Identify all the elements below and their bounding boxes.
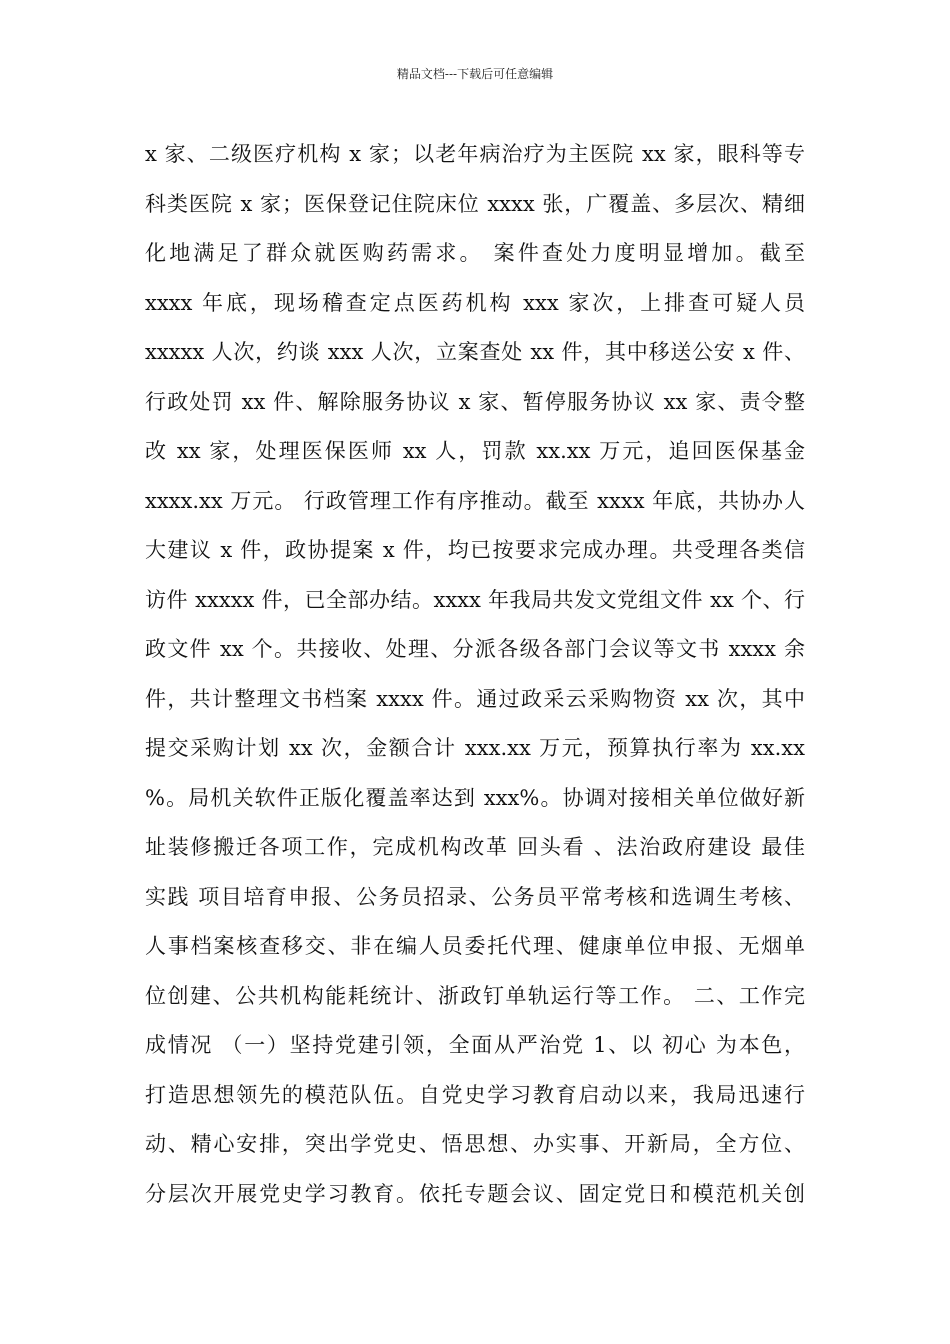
text-line: xxxx.xx 万元。 行政管理工作有序推动。截至 xxxx 年底，共协办人: [145, 488, 805, 513]
text-line: 成情况 （一）坚持党建引领，全面从严治党 1、以 初心 为本色，: [145, 1033, 805, 1057]
text-line: 行政处罚 xx 件、解除服务协议 x 家、暂停服务协议 xx 家、责令整: [145, 389, 805, 414]
text-line: xxxxx 人次，约谈 xxx 人次，立案查处 xx 件，其中移送公安 x 件、: [145, 340, 805, 364]
text-line: 分层次开展党史学习教育。依托专题会议、固定党日和模范机关创: [145, 1181, 805, 1206]
text-line: 改 xx 家，处理医保医师 xx 人，罚款 xx.xx 万元，追回医保基金: [145, 439, 805, 463]
text-line: 提交采购计划 xx 次，金额合计 xxx.xx 万元，预算执行率为 xx.xx: [145, 736, 805, 760]
text-line: 址装修搬迁各项工作，完成机构改革 回头看 、法治政府建设 最佳: [145, 835, 805, 859]
text-line: 打造思想领先的模范队伍。自党史学习教育启动以来，我局迅速行: [145, 1082, 805, 1107]
page-header: 精品文档---下载后可任意编辑: [396, 67, 554, 81]
document-body: [145, 130, 805, 1219]
text-line: 位创建、公共机构能耗统计、浙政钉单轨运行等工作。 二、工作完: [145, 983, 805, 1008]
text-line: 动、精心安排，突出学党史、悟思想、办实事、开新局，全方位、: [145, 1132, 805, 1156]
text-line: %。局机关软件正版化覆盖率达到 xxx%。协调对接相关单位做好新: [145, 785, 805, 810]
text-line: 人事档案核查移交、非在编人员委托代理、健康单位申报、无烟单: [145, 934, 805, 958]
text-line: 化地满足了群众就医购药需求。 案件查处力度明显增加。截至: [145, 241, 805, 265]
text-line: 件，共计整理文书档案 xxxx 件。通过政采云采购物资 xx 次，其中: [145, 686, 805, 711]
text-line: 科类医院 x 家；医保登记住院床位 xxxx 张，广覆盖、多层次、精细: [145, 191, 805, 216]
text-line: 实践 项目培育申报、公务员招录、公务员平常考核和选调生考核、: [145, 884, 805, 909]
text-line: 政文件 xx 个。共接收、处理、分派各级各部门会议等文书 xxxx 余: [145, 637, 805, 661]
text-line: xxxx 年底，现场稽查定点医药机构 xxx 家次，上排查可疑人员: [145, 290, 805, 315]
text-line: 访件 xxxxx 件，已全部办结。xxxx 年我局共发文党组文件 xx 个、行: [145, 587, 805, 612]
text-line: x 家、二级医疗机构 x 家；以老年病治疗为主医院 xx 家，眼科等专: [145, 142, 805, 166]
text-line: 大建议 x 件，政协提案 x 件，均已按要求完成办理。共受理各类信: [145, 538, 805, 562]
